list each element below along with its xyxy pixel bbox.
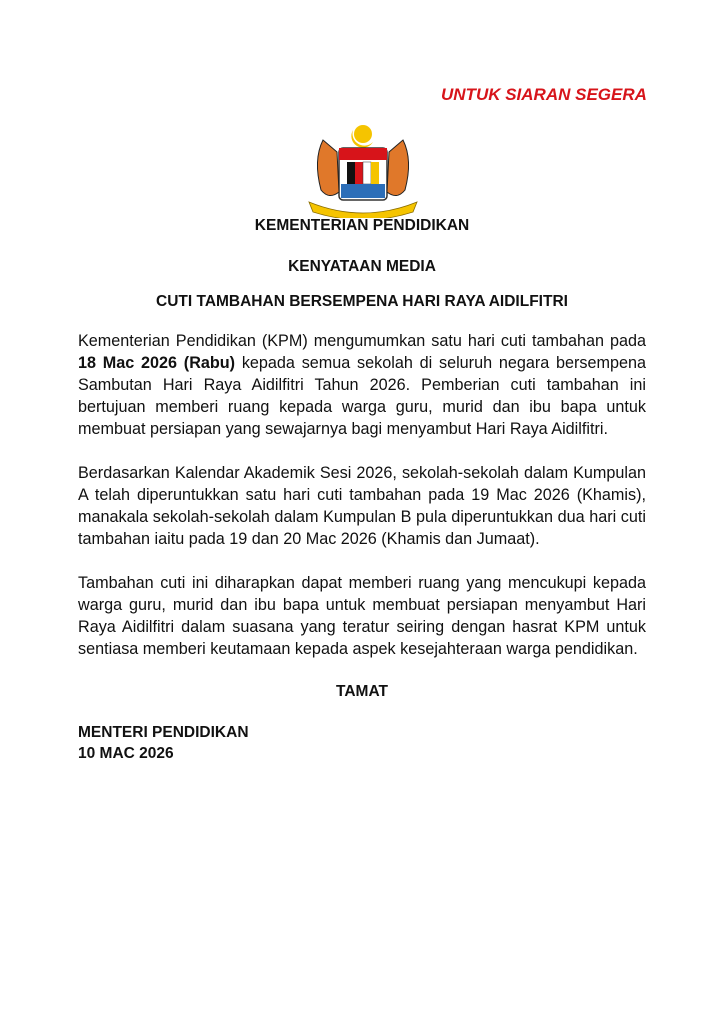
paragraph-2: Berdasarkan Kalendar Akademik Sesi 2026, sekolah-sekolah dalam Kumpulan A telah diperuntukkan satu hari cuti tambahan pada 19 Mac 2026 (Khamis), manakala sekolah-sekolah dalam Kumpulan B pula diperuntukkan dua hari cuti tambahan iaitu pada 19 dan 20 Mac 2026 (Khamis dan Jumaat). xyxy=(78,464,646,548)
ministry-heading: KEMENTERIAN PENDIDIKAN xyxy=(254,217,470,234)
highlighted-date: 18 Mac 2026 (Rabu) xyxy=(78,354,236,372)
statement-date: 10 MAC 2026 xyxy=(78,745,174,762)
statement-body xyxy=(78,216,646,764)
document-type-heading: KENYATAAN MEDIA xyxy=(288,258,436,275)
paragraph-1-text-cont: kepada semua sekolah di seluruh negara bersempena Sambutan Hari Raya Aidilfitri Tahun 2026. Pemberian cuti tambahan ini bertujuan memberi ruang kepada warga guru, murid dan ibu bapa untuk membuat persiapan yang sewajarnya bagi menyambut Hari Raya Aidilfitri. xyxy=(78,354,646,438)
end-marker: TAMAT xyxy=(336,683,388,700)
release-label: UNTUK SIARAN SEGERA xyxy=(441,85,647,104)
paragraph-1 xyxy=(78,330,646,440)
paragraph-3: Tambahan cuti ini diharapkan dapat memberi ruang yang mencukupi kepada warga guru, murid dan ibu bapa untuk membuat persiapan menyambut Hari Raya Aidilfitri dalam suasana yang teratur seiring dengan hasrat KPM untuk sentiasa memberi keutamaan kepada aspek kesejahteraan warga pendidikan. xyxy=(78,574,646,658)
coat-of-arms-emblem xyxy=(301,120,425,218)
paragraph-1-text: Kementerian Pendidikan (KPM) mengumumkan satu hari cuti tambahan pada xyxy=(78,332,646,350)
document-title: CUTI TAMBAHAN BERSEMPENA HARI RAYA AIDILFITRI xyxy=(156,293,568,310)
signatory: MENTERI PENDIDIKAN xyxy=(78,724,249,741)
